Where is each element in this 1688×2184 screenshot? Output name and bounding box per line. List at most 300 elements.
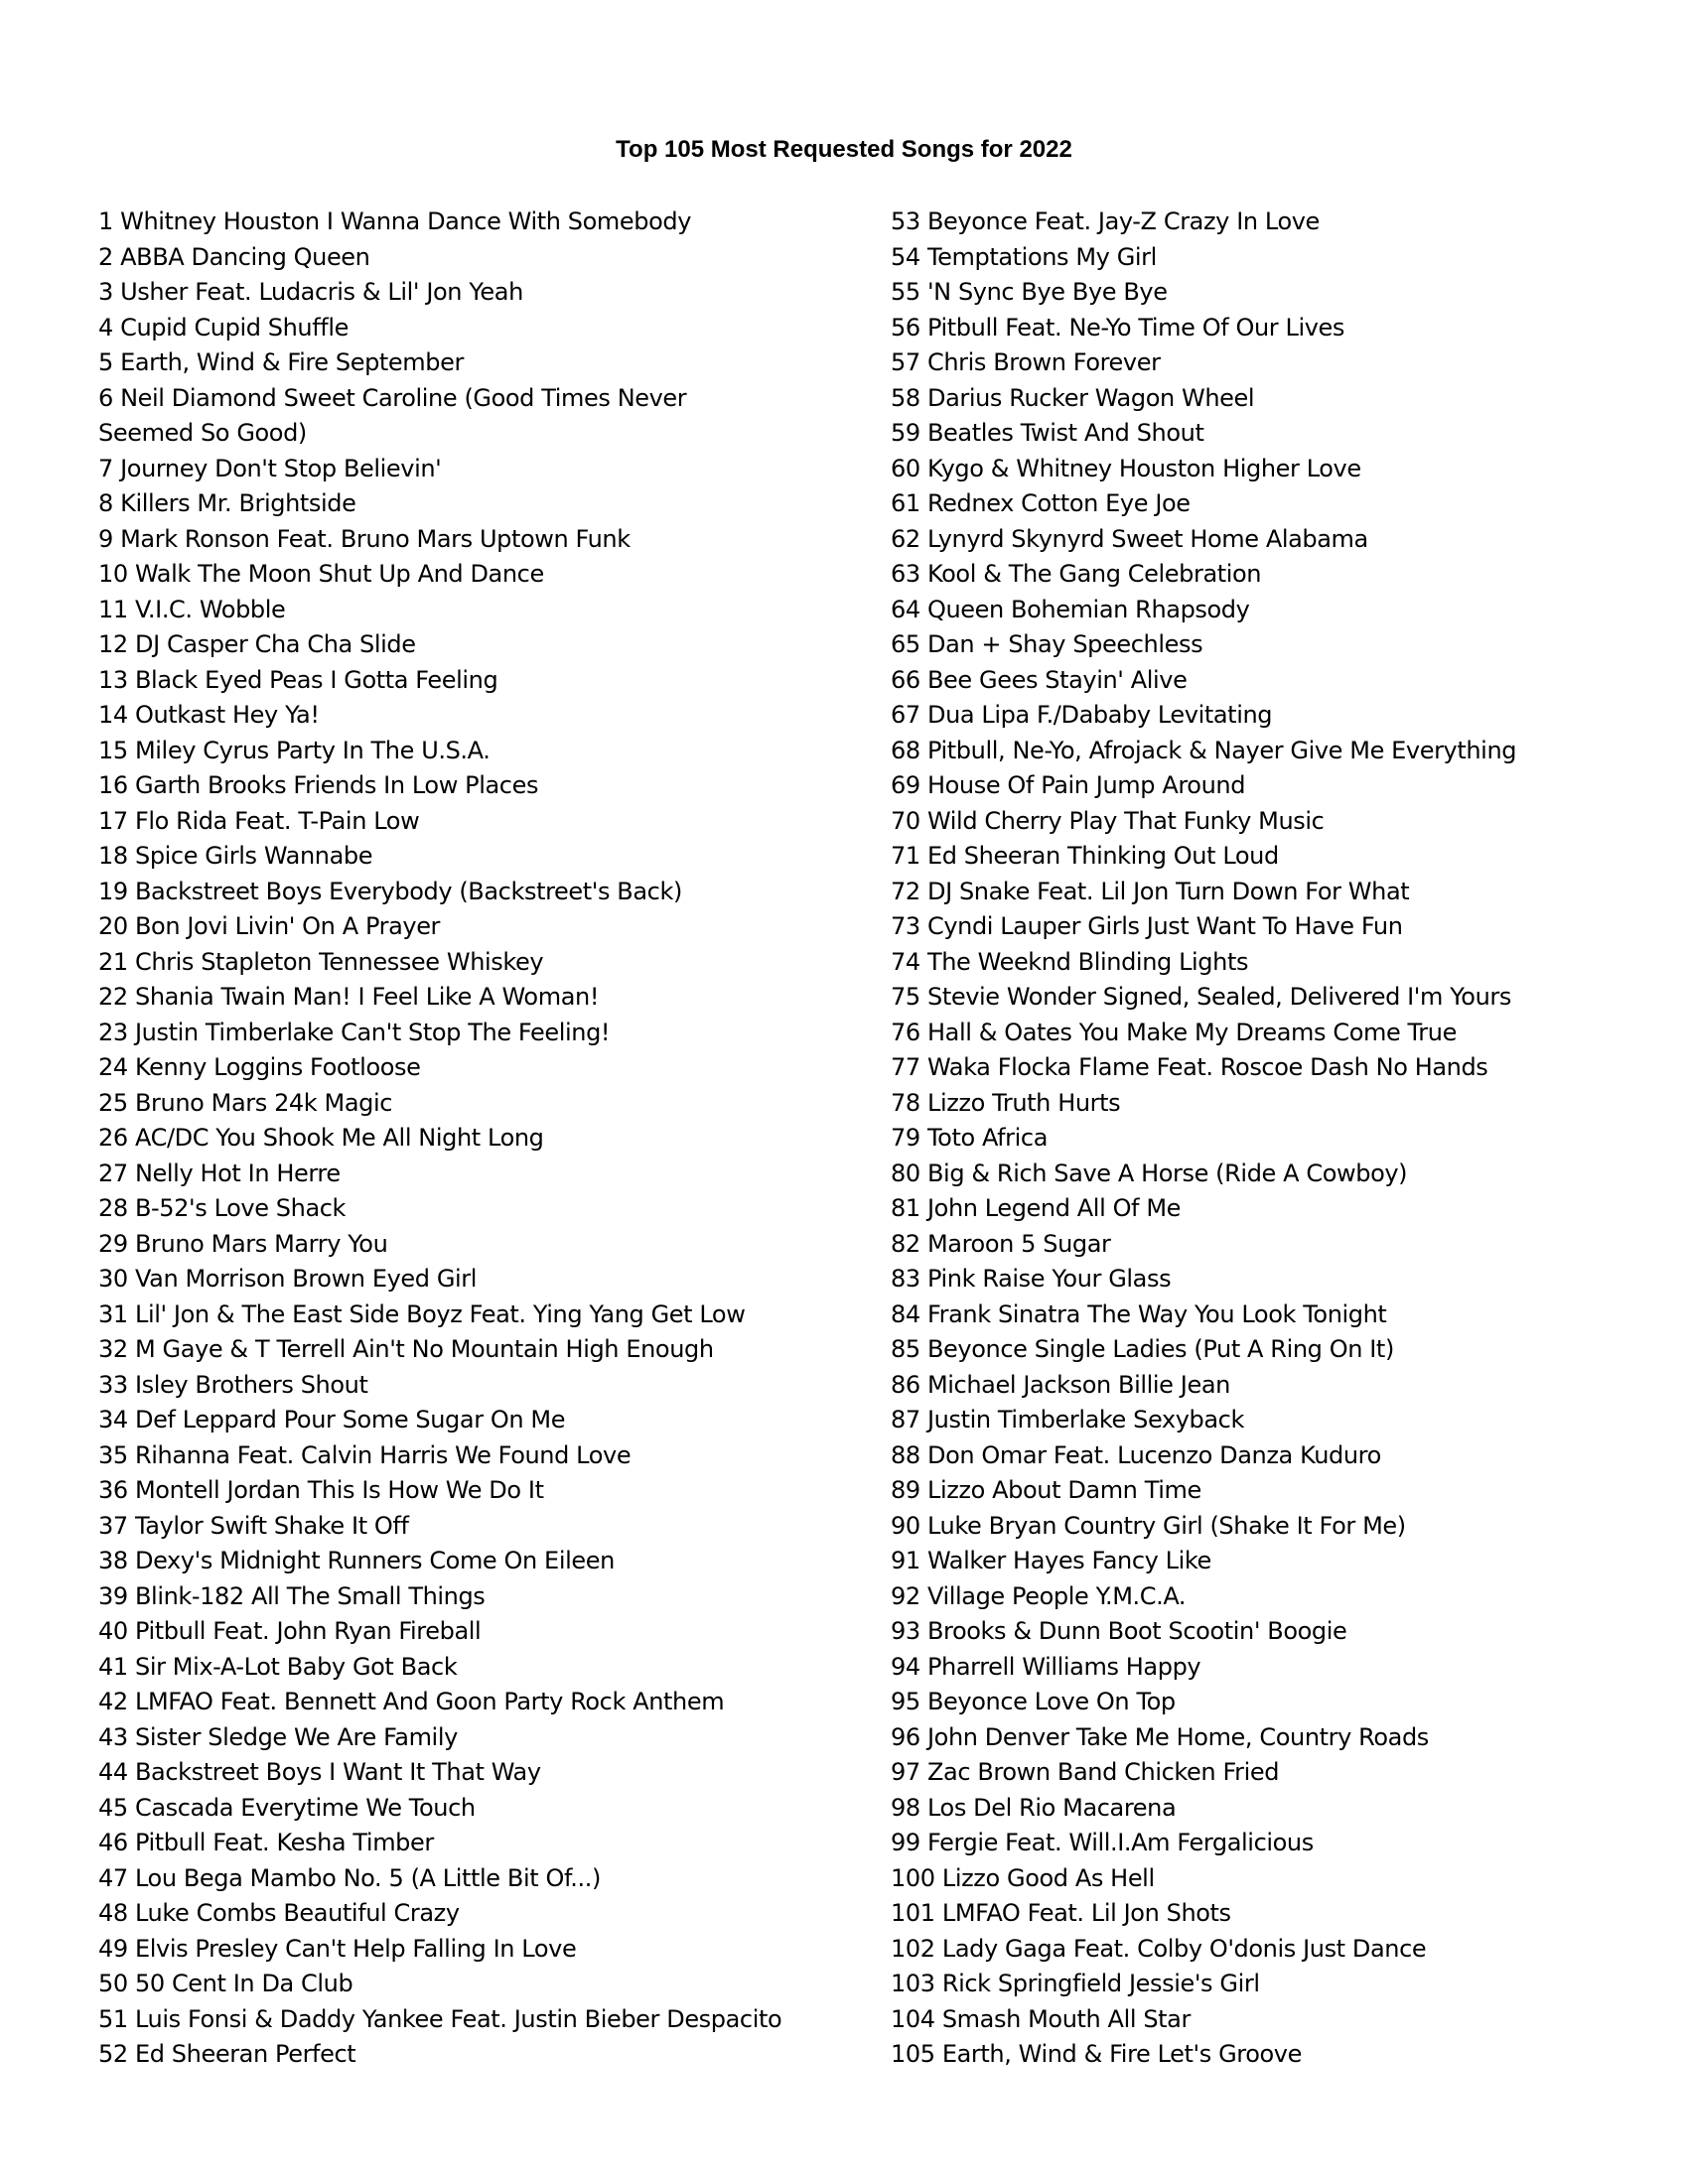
song-title: Mark Ronson Feat. Bruno Mars Uptown Funk (120, 524, 631, 553)
song-title: Frank Sinatra The Way You Look Tonight (926, 1299, 1387, 1328)
song-rank: 36 (98, 1476, 128, 1504)
song-item (98, 734, 873, 769)
song-title: Bee Gees Stayin' Alive (926, 665, 1188, 694)
song-rank: 69 (891, 771, 920, 799)
song-rank: 60 (891, 454, 920, 482)
song-rank: 67 (891, 701, 920, 729)
song-item (98, 663, 873, 699)
song-rank: 4 (98, 313, 113, 341)
song-rank: 99 (891, 1829, 920, 1856)
song-title: Bruno Mars Marry You (134, 1229, 388, 1258)
song-item (98, 1755, 873, 1791)
song-rank: 24 (98, 1053, 128, 1081)
song-title: Temptations My Girl (926, 242, 1157, 271)
song-item (98, 1932, 873, 1968)
song-rank: 50 (98, 1970, 128, 1997)
song-rank: 46 (98, 1829, 128, 1856)
song-item (891, 1438, 1665, 1474)
song-rank: 100 (891, 1863, 935, 1892)
song-item (98, 1157, 873, 1192)
song-title: DJ Casper Cha Cha Slide (134, 630, 416, 658)
song-item (891, 1932, 1665, 1968)
song-title: John Legend All Of Me (926, 1194, 1182, 1222)
song-item (98, 1050, 873, 1086)
song-rank: 47 (98, 1863, 128, 1892)
song-title: Beatles Twist And Shout (926, 419, 1204, 447)
song-title: Bon Jovi Livin' On A Prayer (134, 912, 441, 940)
song-title: Rihanna Feat. Calvin Harris We Found Love (134, 1440, 632, 1469)
song-item (891, 804, 1665, 840)
song-title: Def Leppard Pour Some Sugar On Me (134, 1406, 566, 1433)
song-rank: 44 (98, 1758, 128, 1786)
song-title: Pitbull Feat. Kesha Timber (134, 1829, 434, 1856)
song-rank: 17 (98, 806, 128, 835)
song-title: Elvis Presley Can't Help Falling In Love (134, 1934, 577, 1963)
song-item (891, 1579, 1665, 1615)
song-title: Beyonce Love On Top (926, 1688, 1176, 1715)
song-title: Spice Girls Wannabe (134, 842, 373, 870)
song-rank: 103 (891, 1970, 935, 1997)
song-item (98, 486, 873, 522)
song-item (891, 980, 1665, 1016)
song-item (891, 1086, 1665, 1122)
song-title: Flo Rida Feat. T-Pain Low (134, 806, 420, 835)
song-title: Dan + Shay Speechless (926, 630, 1203, 658)
song-item (98, 945, 873, 981)
song-item (891, 1720, 1665, 1756)
song-title: 'N Sync Bye Bye Bye (926, 278, 1168, 306)
song-title: Bruno Mars 24k Magic (134, 1088, 393, 1117)
song-rank: 18 (98, 842, 128, 870)
song-rank: 29 (98, 1229, 128, 1258)
song-item (98, 2002, 873, 2038)
song-title: Cupid Cupid Shuffle (120, 313, 349, 341)
song-title: Luke Bryan Country Girl (Shake It For Me) (926, 1511, 1406, 1540)
song-item (891, 452, 1665, 487)
song-item (891, 1403, 1665, 1438)
song-rank: 83 (891, 1265, 920, 1293)
song-title: Lizzo Good As Hell (941, 1863, 1155, 1892)
song-rank: 75 (891, 983, 920, 1011)
song-item (98, 1262, 873, 1297)
song-title: Garth Brooks Friends In Low Places (134, 771, 539, 799)
song-title: Rednex Cotton Eye Joe (926, 489, 1191, 517)
song-item (98, 1861, 873, 1897)
song-item (98, 593, 873, 628)
song-title: Dua Lipa F./Dababy Levitating (926, 701, 1273, 729)
song-rank: 72 (891, 877, 920, 905)
song-rank: 57 (891, 348, 920, 376)
song-rank: 71 (891, 842, 920, 870)
song-title: Beyonce Single Ladies (Put A Ring On It) (926, 1335, 1394, 1363)
song-title: Pitbull Feat. John Ryan Fireball (134, 1617, 482, 1645)
song-item (98, 875, 873, 910)
song-title: Toto Africa (926, 1124, 1049, 1152)
song-title: AC/DC You Shook Me All Night Long (134, 1124, 544, 1152)
song-item (98, 1297, 873, 1333)
song-title: Wild Cherry Play That Funky Music (926, 806, 1325, 835)
song-item (98, 804, 873, 840)
song-title: DJ Snake Feat. Lil Jon Turn Down For What (926, 877, 1410, 905)
song-title: Maroon 5 Sugar (926, 1229, 1111, 1258)
song-item (98, 275, 873, 311)
song-title: Pitbull Feat. Ne-Yo Time Of Our Lives (926, 313, 1345, 341)
song-item (891, 486, 1665, 522)
song-rank: 56 (891, 313, 920, 341)
song-item (891, 593, 1665, 628)
song-item (891, 345, 1665, 381)
song-item (891, 1650, 1665, 1686)
song-rank: 76 (891, 1018, 920, 1046)
song-title: Pharrell Williams Happy (926, 1652, 1201, 1681)
song-item (891, 945, 1665, 981)
song-rank: 86 (891, 1370, 920, 1399)
song-title: LMFAO Feat. Lil Jon Shots (941, 1899, 1231, 1927)
song-rank: 94 (891, 1652, 920, 1681)
song-title: Earth, Wind & Fire September (120, 348, 464, 376)
song-rank: 65 (891, 630, 920, 658)
song-item (891, 1050, 1665, 1086)
song-rank: 33 (98, 1370, 128, 1399)
song-item (891, 1826, 1665, 1861)
song-rank: 58 (891, 383, 920, 412)
song-item (891, 1614, 1665, 1650)
song-title: Lil' Jon & The East Side Boyz Feat. Ying Yang Get Low (134, 1299, 746, 1328)
song-rank: 37 (98, 1511, 128, 1540)
song-item (98, 698, 873, 734)
song-item (891, 381, 1665, 417)
song-rank: 12 (98, 630, 128, 658)
song-rank: 53 (891, 207, 920, 235)
song-title: Seemed So Good) (98, 419, 307, 447)
song-title: 50 Cent In Da Club (134, 1970, 353, 1997)
song-rank: 85 (891, 1335, 920, 1363)
song-title: Waka Flocka Flame Feat. Roscoe Dash No Hands (926, 1053, 1488, 1081)
song-item (98, 381, 873, 417)
song-rank: 42 (98, 1688, 128, 1715)
song-rank: 81 (891, 1194, 920, 1222)
song-rank: 38 (98, 1547, 128, 1574)
song-title: Backstreet Boys Everybody (Backstreet's Back) (134, 877, 682, 905)
song-rank: 11 (98, 595, 128, 623)
song-rank: 10 (98, 560, 128, 588)
song-title: Kenny Loggins Footloose (134, 1053, 421, 1081)
song-item (891, 663, 1665, 699)
song-title: V.I.C. Wobble (134, 595, 286, 623)
song-rank: 27 (98, 1159, 128, 1187)
song-title: Dexy's Midnight Runners Come On Eileen (134, 1547, 615, 1574)
song-rank: 41 (98, 1652, 128, 1681)
song-rank: 104 (891, 2004, 935, 2033)
song-title: LMFAO Feat. Bennett And Goon Party Rock Anthem (134, 1688, 725, 1715)
song-rank: 16 (98, 771, 128, 799)
song-item (891, 909, 1665, 945)
song-rank: 39 (98, 1581, 128, 1610)
song-item (891, 240, 1665, 276)
song-rank: 63 (891, 560, 920, 588)
song-rank: 66 (891, 665, 920, 694)
song-title: Cyndi Lauper Girls Just Want To Have Fun (926, 912, 1403, 940)
song-item (98, 1016, 873, 1051)
song-item (891, 1262, 1665, 1297)
song-item (98, 1579, 873, 1615)
song-item (891, 522, 1665, 558)
song-item (891, 1191, 1665, 1227)
song-title: House Of Pain Jump Around (926, 771, 1246, 799)
song-rank: 61 (891, 489, 920, 517)
song-rank: 19 (98, 877, 128, 905)
song-title: Michael Jackson Billie Jean (926, 1370, 1230, 1399)
song-item (891, 1791, 1665, 1827)
song-title: Walker Hayes Fancy Like (926, 1547, 1211, 1574)
song-rank: 1 (98, 207, 113, 235)
song-rank: 84 (891, 1299, 920, 1328)
song-rank: 88 (891, 1440, 920, 1469)
song-rank: 43 (98, 1722, 128, 1751)
song-item (891, 205, 1665, 240)
song-rank: 32 (98, 1335, 128, 1363)
song-item (98, 768, 873, 804)
song-title: Taylor Swift Shake It Off (134, 1511, 409, 1540)
song-rank: 25 (98, 1088, 128, 1117)
song-rank: 22 (98, 983, 128, 1011)
song-rank: 35 (98, 1440, 128, 1469)
song-item (98, 1650, 873, 1686)
song-title: Kool & The Gang Celebration (926, 560, 1262, 588)
song-title: The Weeknd Blinding Lights (926, 947, 1249, 976)
song-title: Sir Mix-A-Lot Baby Got Back (134, 1652, 458, 1681)
song-rank: 31 (98, 1299, 128, 1328)
song-item (891, 311, 1665, 346)
song-item (891, 557, 1665, 593)
song-title: Don Omar Feat. Lucenzo Danza Kuduro (926, 1440, 1381, 1469)
song-rank: 28 (98, 1194, 128, 1222)
song-title: Lou Bega Mambo No. 5 (A Little Bit Of...) (134, 1863, 601, 1892)
song-item (98, 311, 873, 346)
song-item (98, 2037, 873, 2073)
song-title: John Denver Take Me Home, Country Roads (926, 1722, 1429, 1751)
song-title: Shania Twain Man! I Feel Like A Woman! (134, 983, 600, 1011)
song-item (98, 1791, 873, 1827)
song-rank: 55 (891, 278, 920, 306)
song-item (891, 1685, 1665, 1720)
song-rank: 105 (891, 2040, 935, 2068)
song-title: Lizzo Truth Hurts (926, 1088, 1121, 1117)
song-rank: 23 (98, 1018, 128, 1046)
song-item (98, 627, 873, 663)
song-rank: 20 (98, 912, 128, 940)
song-title: Pink Raise Your Glass (926, 1265, 1172, 1293)
song-title: Ed Sheeran Perfect (134, 2040, 356, 2068)
song-item (98, 839, 873, 875)
song-title: Lady Gaga Feat. Colby O'donis Just Dance (941, 1934, 1427, 1963)
song-rank: 48 (98, 1899, 128, 1927)
song-rank: 102 (891, 1934, 935, 1963)
song-title: Luke Combs Beautiful Crazy (134, 1899, 460, 1927)
song-rank: 30 (98, 1265, 128, 1293)
song-title: Whitney Houston I Wanna Dance With Somebody (120, 207, 692, 235)
song-item (891, 2002, 1665, 2038)
song-item (98, 452, 873, 487)
song-item (891, 1755, 1665, 1791)
song-rank: 9 (98, 524, 113, 553)
song-title: Chris Brown Forever (926, 348, 1161, 376)
song-title: Zac Brown Band Chicken Fried (926, 1758, 1280, 1786)
song-title: Luis Fonsi & Daddy Yankee Feat. Justin Bieber Despacito (134, 2004, 782, 2033)
song-title: Blink-182 All The Small Things (134, 1581, 486, 1610)
song-rank: 40 (98, 1617, 128, 1645)
song-title: Sister Sledge We Are Family (134, 1722, 458, 1751)
song-item (891, 698, 1665, 734)
song-title: Justin Timberlake Sexyback (926, 1406, 1244, 1433)
song-item (98, 416, 873, 452)
song-rank: 26 (98, 1124, 128, 1152)
song-item (891, 1509, 1665, 1545)
song-rank: 73 (891, 912, 920, 940)
song-title: Rick Springfield Jessie's Girl (941, 1970, 1260, 1997)
song-item (98, 1509, 873, 1545)
song-item (98, 557, 873, 593)
song-rank: 62 (891, 524, 920, 553)
song-title: Queen Bohemian Rhapsody (926, 595, 1250, 623)
song-item (891, 275, 1665, 311)
song-item (98, 1403, 873, 1438)
song-title: Hall & Oates You Make My Dreams Come True (926, 1018, 1457, 1046)
song-title: Darius Rucker Wagon Wheel (926, 383, 1255, 412)
song-rank: 45 (98, 1793, 128, 1822)
song-title: Killers Mr. Brightside (120, 489, 356, 517)
song-rank: 8 (98, 489, 113, 517)
song-rank: 59 (891, 419, 920, 447)
song-rank: 15 (98, 736, 128, 764)
song-item (891, 1297, 1665, 1333)
song-item (98, 205, 873, 240)
song-item (98, 1720, 873, 1756)
song-item (891, 1227, 1665, 1263)
song-rank: 77 (891, 1053, 920, 1081)
song-rank: 93 (891, 1617, 920, 1645)
song-title: Chris Stapleton Tennessee Whiskey (134, 947, 544, 976)
song-title: Big & Rich Save A Horse (Ride A Cowboy) (926, 1159, 1408, 1187)
song-title: Pitbull, Ne-Yo, Afrojack & Nayer Give Me Everything (926, 736, 1517, 764)
song-item (891, 1332, 1665, 1368)
song-item (98, 1227, 873, 1263)
song-title: B-52's Love Shack (134, 1194, 347, 1222)
song-rank: 87 (891, 1406, 920, 1433)
song-title: Neil Diamond Sweet Caroline (Good Times Never (120, 383, 687, 412)
song-title: M Gaye & T Terrell Ain't No Mountain High Enough (134, 1335, 714, 1363)
song-rank: 68 (891, 736, 920, 764)
song-title: Smash Mouth All Star (941, 2004, 1191, 2033)
song-rank: 92 (891, 1581, 920, 1610)
song-rank: 6 (98, 383, 113, 412)
song-rank: 21 (98, 947, 128, 976)
song-rank: 78 (891, 1088, 920, 1117)
song-list-right (891, 205, 1665, 2073)
song-item (891, 1121, 1665, 1157)
song-item (891, 2037, 1665, 2073)
song-title: Backstreet Boys I Want It That Way (134, 1758, 541, 1786)
song-rank: 98 (891, 1793, 920, 1822)
song-title: Stevie Wonder Signed, Sealed, Delivered I'm Yours (926, 983, 1511, 1011)
song-rank: 96 (891, 1722, 920, 1751)
song-item (891, 1896, 1665, 1932)
song-title: Montell Jordan This Is How We Do It (134, 1476, 544, 1504)
song-rank: 3 (98, 278, 113, 306)
song-rank: 13 (98, 665, 128, 694)
song-title: Earth, Wind & Fire Let's Groove (941, 2040, 1302, 2068)
song-item (891, 1473, 1665, 1509)
song-item (98, 1438, 873, 1474)
song-title: Brooks & Dunn Boot Scootin' Boogie (926, 1617, 1347, 1645)
song-item (891, 416, 1665, 452)
song-item (891, 734, 1665, 769)
song-title: Usher Feat. Ludacris & Lil' Jon Yeah (120, 278, 523, 306)
song-title: Kygo & Whitney Houston Higher Love (926, 454, 1361, 482)
song-title: Village People Y.M.C.A. (926, 1581, 1187, 1610)
song-title: Black Eyed Peas I Gotta Feeling (134, 665, 498, 694)
song-title: Fergie Feat. Will.I.Am Fergalicious (926, 1829, 1314, 1856)
song-item (98, 240, 873, 276)
song-title: Lizzo About Damn Time (926, 1476, 1201, 1504)
song-title: Isley Brothers Shout (134, 1370, 368, 1399)
song-title: Walk The Moon Shut Up And Dance (134, 560, 544, 588)
song-item (98, 1896, 873, 1932)
song-rank: 34 (98, 1406, 128, 1433)
song-item (891, 875, 1665, 910)
song-rank: 79 (891, 1124, 920, 1152)
song-rank: 82 (891, 1229, 920, 1258)
song-item (98, 1614, 873, 1650)
song-item (98, 1121, 873, 1157)
song-item (891, 839, 1665, 875)
song-title: ABBA Dancing Queen (120, 242, 370, 271)
song-item (98, 1685, 873, 1720)
song-rank: 5 (98, 348, 113, 376)
song-item (891, 1544, 1665, 1579)
song-item (98, 1086, 873, 1122)
song-item (98, 909, 873, 945)
song-item (98, 1368, 873, 1404)
song-rank: 97 (891, 1758, 920, 1786)
song-item (98, 1826, 873, 1861)
page-title: Top 105 Most Requested Songs for 2022 (616, 136, 1072, 163)
song-item (98, 345, 873, 381)
song-item (98, 1544, 873, 1579)
song-rank: 89 (891, 1476, 920, 1504)
song-item (98, 1191, 873, 1227)
song-item (98, 1332, 873, 1368)
song-item (891, 1016, 1665, 1051)
song-item (98, 1473, 873, 1509)
song-rank: 74 (891, 947, 920, 976)
song-title: Beyonce Feat. Jay-Z Crazy In Love (926, 207, 1320, 235)
song-item (98, 522, 873, 558)
song-rank: 70 (891, 806, 920, 835)
song-item (891, 627, 1665, 663)
song-title: Cascada Everytime We Touch (134, 1793, 476, 1822)
song-item (891, 768, 1665, 804)
song-item (98, 980, 873, 1016)
song-rank: 52 (98, 2040, 128, 2068)
song-list-left (98, 205, 873, 2073)
song-title: Ed Sheeran Thinking Out Loud (926, 842, 1279, 870)
song-rank: 95 (891, 1688, 920, 1715)
song-rank: 7 (98, 454, 113, 482)
song-title: Outkast Hey Ya! (134, 701, 320, 729)
song-rank: 80 (891, 1159, 920, 1187)
song-item (891, 1368, 1665, 1404)
